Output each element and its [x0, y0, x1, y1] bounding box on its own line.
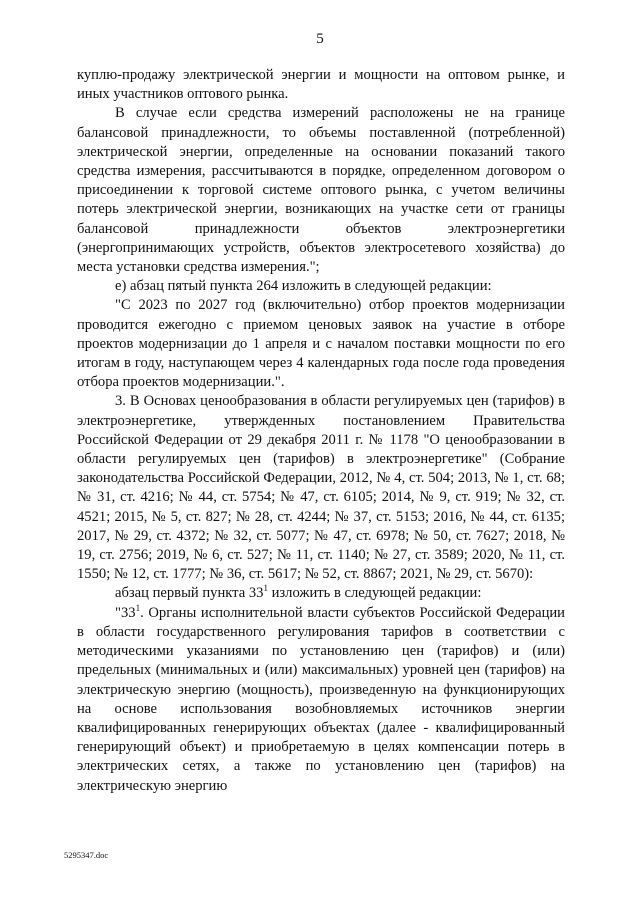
paragraph-item-e: е) абзац пятый пункта 264 изложить в следующей редакции:: [115, 278, 492, 295]
p33-text-before: "33: [115, 604, 136, 621]
paragraph-continuation: куплю-продажу электрической энергии и мощности на оптовом рынке, и иных участников оптового рынка.: [77, 67, 565, 103]
paragraph-33-1: [77, 604, 565, 796]
abzac-text-after: изложить в следующей редакции:: [267, 585, 482, 602]
page-number: 5: [316, 31, 324, 47]
paragraph-modernization-quote: "С 2023 по 2027 год (включительно) отбор проектов модернизации проводится ежегодно с приемом ценовых заявок на участие в отборе проектов модернизации до 1 апреля и с началом поставки мощности по его итогам в году, наступающем через 4 календарных года после года проведения отбора проектов модернизации.".: [77, 297, 565, 391]
footer-filename: 5295347.doc: [64, 850, 109, 860]
document-body: [77, 66, 565, 796]
abzac-text-before: абзац первый пункта 33: [115, 585, 264, 602]
p33-text-after: . Органы исполнительной власти субъектов Российской Федерации в области государственного регулирования тарифов в соответствии с методическими указаниями по установлению цен (тарифов) и (или) предельных (минимальных и (или) максимальных) уровней цен (тарифов) на электрическую энергию (мощность), произведенную на функционирующих на основе использования возобновляемых источников энергии квалифицированных генерирующих объектах (далее - квалифицированный генерирующий объект) и приобретаемую в целях компенсации потерь в электрических сетях, а также по установлению цен (тарифов) на электрическую энергию: [77, 604, 565, 794]
paragraph-abzac-33: [77, 584, 565, 603]
p33-superscript: 1: [135, 602, 141, 613]
abzac-superscript: 1: [263, 583, 268, 594]
paragraph-item-3: 3. В Основах ценообразования в области регулируемых цен (тарифов) в электроэнергетике, утвержденных постановлением Правительства Российской Федерации от 29 декабря 2011 г. № 1178 "О ценообразовании в области регулируемых цен (тарифов) в электроэнергетике" (Собрание законодательства Российской Федерации, 2012, № 4, ст. 504; 2013, № 1, ст. 68; № 31, ст. 4216; № 44, ст. 5754; № 47, ст. 6105; 2014, № 9, ст. 919; № 32, ст. 4521; 2015, № 5, ст. 827; № 28, ст. 4244; № 37, ст. 5153; 2016, № 44, ст. 6135; 2017, № 29, ст. 4372; № 32, ст. 5077; № 47, ст. 6978; № 50, ст. 7627; 2018, № 19, ст. 2756; 2019, № 6, ст. 527; № 11, ст. 1140; № 27, ст. 3589; 2020, № 11, ст. 1550; № 12, ст. 1777; № 36, ст. 5617; № 52, ст. 8867; 2021, № 29, ст. 5670):: [77, 393, 565, 583]
paragraph-measurement-devices: В случае если средства измерений расположены не на границе балансовой принадлежности, то объемы поставленной (потребленной) электрической энергии, определенные на основании показаний такого средства измерения, рассчитываются в порядке, определенном договором о присоединении к торговой системе оптового рынка, с учетом величины потерь электрической энергии, возникающих на участке сети от границы балансовой принадлежности объектов электроэнергетики (энергопринимающих устройств, объектов электросетевого хозяйства) до места установки средства измерения.";: [77, 105, 565, 276]
